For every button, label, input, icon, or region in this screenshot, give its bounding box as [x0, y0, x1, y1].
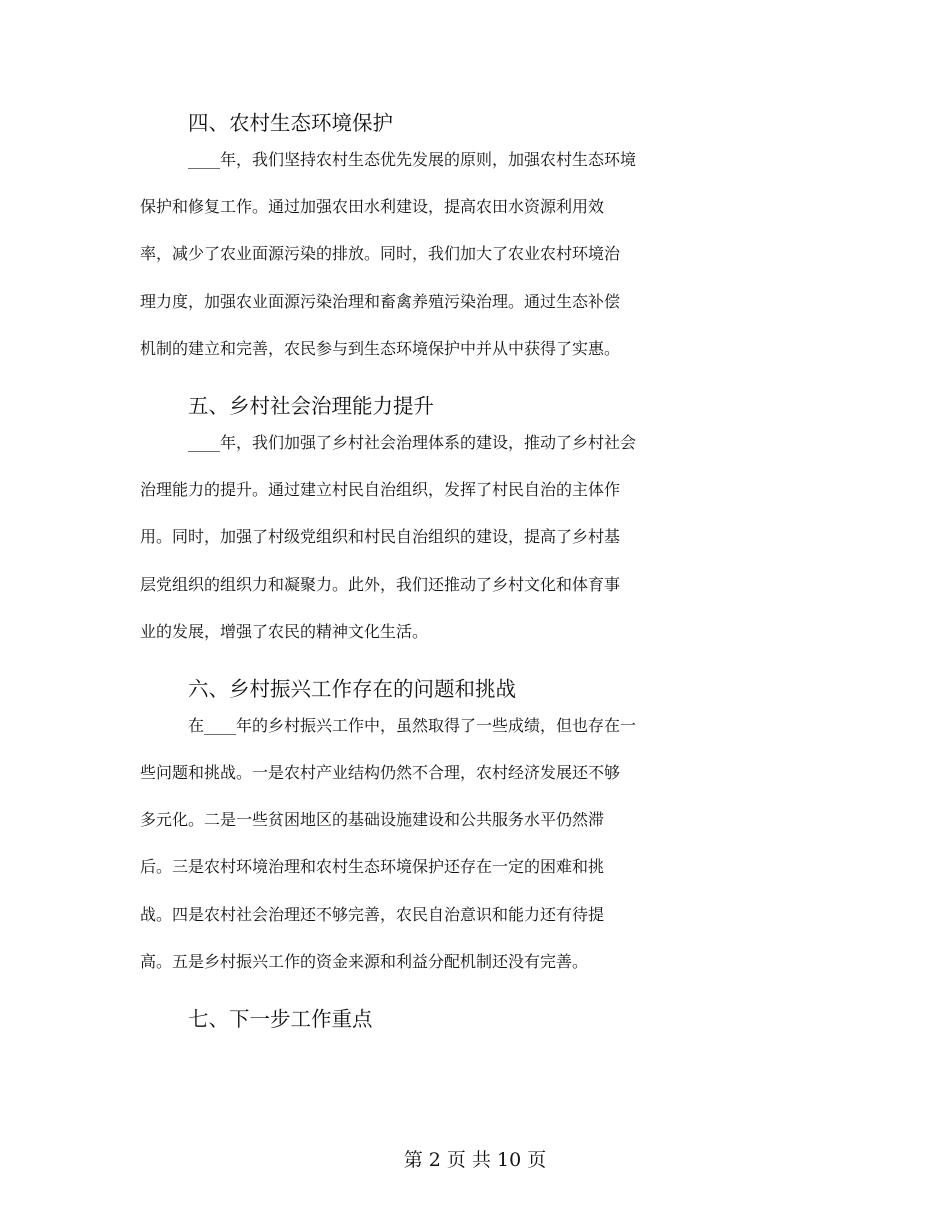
section-heading-6: 六、乡村振兴工作存在的问题和挑战	[188, 676, 516, 701]
section-heading-7: 七、下一步工作重点	[188, 1007, 373, 1031]
paragraph-line: 多元化。二是一些贫困地区的基础设施建设和公共服务水平仍然滞	[140, 810, 605, 830]
paragraph-line: 治理能力的提升。通过建立村民自治组织，发挥了村民自治的主体作	[140, 480, 621, 500]
section-heading-4: 四、农村生态环境保护	[188, 111, 393, 135]
paragraph-line: 业的发展，增强了农民的精神文化生活。	[140, 621, 429, 641]
paragraph-line: 率，减少了农业面源污染的排放。同时，我们加大了农业农村环境治	[140, 244, 621, 264]
paragraph-line: 些问题和挑战。一是农村产业结构仍然不合理，农村经济发展还不够	[140, 763, 621, 783]
paragraph-line: 保护和修复工作。通过加强农田水利建设，提高农田水资源利用效	[140, 197, 605, 217]
paragraph-line: 机制的建立和完善，农民参与到生态环境保护中并从中获得了实惠。	[140, 338, 621, 358]
paragraph-line: 在____年的乡村振兴工作中，虽然取得了一些成绩，但也存在一	[188, 715, 637, 735]
paragraph-line: 后。三是农村环境治理和农村生态环境保护还存在一定的困难和挑	[140, 857, 605, 877]
paragraph-line: ____年，我们加强了乡村社会治理体系的建设，推动了乡村社会	[188, 432, 637, 452]
section-body-5	[140, 430, 800, 666]
section-heading-5: 五、乡村社会治理能力提升	[188, 393, 434, 418]
paragraph-line: ____年，我们坚持农村生态优先发展的原则，加强农村生态环境	[188, 150, 637, 169]
paragraph-line: 高。五是乡村振兴工作的资金来源和利益分配机制还没有完善。	[140, 951, 589, 971]
document-page	[140, 100, 800, 1043]
paragraph-line: 用。同时，加强了村级党组织和村民自治组织的建设，提高了乡村基	[140, 527, 621, 547]
paragraph-line: 战。四是农村社会治理还不够完善，农民自治意识和能力还有待提	[140, 904, 605, 924]
section-body-6	[140, 713, 800, 996]
page-number-footer: 第 2 页 共 10 页	[403, 1149, 547, 1171]
section-body-4	[140, 147, 800, 383]
paragraph-line: 理力度，加强农业面源污染治理和畜禽养殖污染治理。通过生态补偿	[140, 291, 621, 311]
paragraph-line: 层党组织的组织力和凝聚力。此外，我们还推动了乡村文化和体育事	[140, 574, 621, 594]
